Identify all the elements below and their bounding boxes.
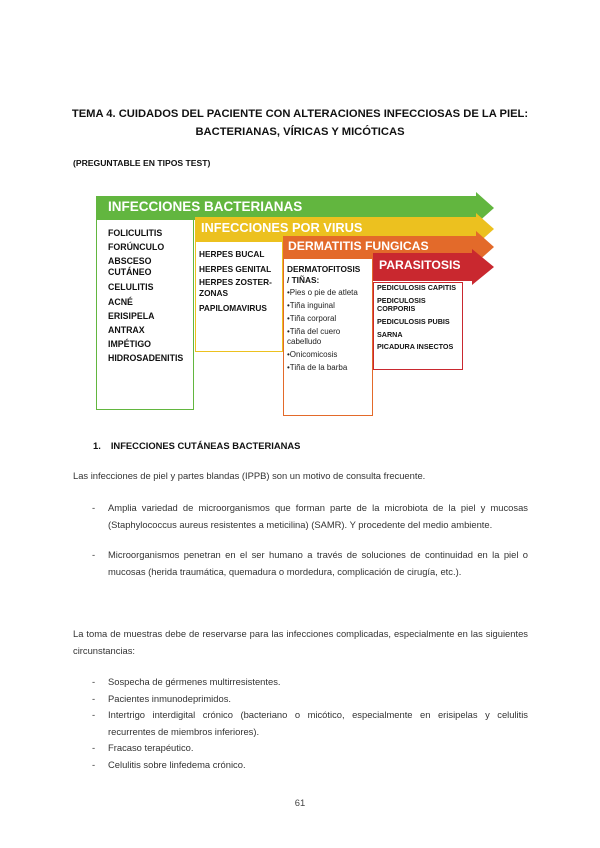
parasitosis-list: [377, 284, 463, 356]
dermatophytosis-heading: [287, 264, 373, 285]
test-note: (PREGUNTABLE EN TIPOS TEST): [73, 158, 211, 168]
list-item: SARNA: [377, 329, 403, 339]
list-item: - Microorganismos penetran en el ser humano a través de soluciones de continuidad en la piel o mucosas (herida traumática, quemadura o mordedura, complicación de cirugía, etc.).: [73, 547, 528, 580]
viral-list: [199, 248, 272, 315]
list-item: ERISIPELA: [108, 310, 155, 321]
list-item: ACNÉ: [108, 296, 133, 307]
page-title: [60, 105, 540, 141]
bacterial-label: INFECCIONES BACTERIANAS: [108, 199, 303, 214]
list-item: ZONAS: [199, 287, 229, 298]
microorganism-bullets: [73, 500, 528, 580]
list-item: PEDICULOSIS CAPITIS: [377, 283, 457, 292]
bacterial-list: [108, 226, 183, 366]
list-item: CELULITIS: [108, 282, 154, 293]
dermatophytosis-heading-line-2: / TIÑAS:: [287, 274, 320, 285]
page-number: 61: [294, 797, 306, 808]
title-line-2: BACTERIANAS, VÍRICAS Y MICÓTICAS: [195, 126, 405, 138]
list-item: •Tiña inguinal: [287, 301, 335, 310]
fungal-list: [287, 288, 371, 376]
list-item: FORÚNCULO: [108, 242, 165, 253]
list-item: - Pacientes inmunodeprimidos.: [73, 691, 528, 708]
sample-criteria-bullets: [73, 674, 528, 774]
intro-paragraph: Las infecciones de piel y partes blandas (IPPB) son un motivo de consulta frecuente.: [73, 470, 426, 481]
parasitosis-label: PARASITOSIS: [379, 258, 461, 272]
list-item: PEDICULOSIS PUBIS: [377, 316, 450, 326]
list-item: - Intertrigo interdigital crónico (bacteriano o micótico, especialmente en erisipelas y celulitis recurrentes de miembros inferiores).: [73, 707, 528, 740]
list-item: •Tiña corporal: [287, 314, 337, 323]
title-line-1: TEMA 4. CUIDADOS DEL PACIENTE CON ALTERACIONES INFECCIOSAS DE LA PIEL:: [71, 108, 529, 120]
list-item: •Tiña de la barba: [287, 363, 348, 372]
parasitosis-arrow: [373, 253, 494, 281]
fungal-label: DERMATITIS FUNGICAS: [288, 239, 429, 253]
list-item: HERPES BUCAL: [199, 249, 265, 259]
list-item: HERPES GENITAL: [199, 263, 272, 274]
samples-paragraph: La toma de muestras debe de reservarse para las infecciones complicadas, especialmente en las siguientes circunstancias:: [73, 628, 528, 656]
section-heading: [93, 440, 310, 451]
list-item: - Amplia variedad de microorganismos que forman parte de la microbiota de la piel y mucosas (Staphylococcus aureus resistentes a meticilina) (SAMR). Y procedente del medio ambiente.: [73, 500, 528, 533]
section-number: 1.: [93, 440, 101, 451]
list-item: CUTÁNEO: [108, 267, 152, 278]
list-item: - Celulitis sobre linfedema crónico.: [73, 757, 528, 774]
list-item: HIDROSADENITIS: [108, 353, 184, 364]
list-item: •Tiña del cuero cabelludo: [287, 327, 341, 346]
list-item: ABSCESO: [108, 256, 152, 267]
list-item: •Onicomicosis: [287, 350, 338, 359]
list-item: - Fracaso terapéutico.: [73, 740, 528, 757]
list-item: •Pies o pie de atleta: [287, 288, 358, 297]
list-item: ANTRAX: [108, 325, 145, 336]
infection-types-diagram: [96, 186, 494, 418]
viral-label: INFECCIONES POR VIRUS: [201, 220, 363, 235]
list-item: PAPILOMAVIRUS: [199, 303, 267, 313]
section-title: INFECCIONES CUTÁNEAS BACTERIANAS: [110, 440, 301, 451]
list-item: HERPES ZOSTER-: [199, 277, 272, 287]
list-item: FOLICULITIS: [108, 228, 163, 238]
list-item: PICADURA INSECTOS: [377, 342, 454, 352]
list-item: IMPÉTIGO: [108, 339, 152, 350]
list-item: PEDICULOSIS CORPORIS: [377, 295, 426, 314]
dermatophytosis-heading-line-1: DERMATOFITOSIS: [287, 264, 361, 274]
list-item: - Sospecha de gérmenes multirresistentes.: [73, 674, 528, 691]
